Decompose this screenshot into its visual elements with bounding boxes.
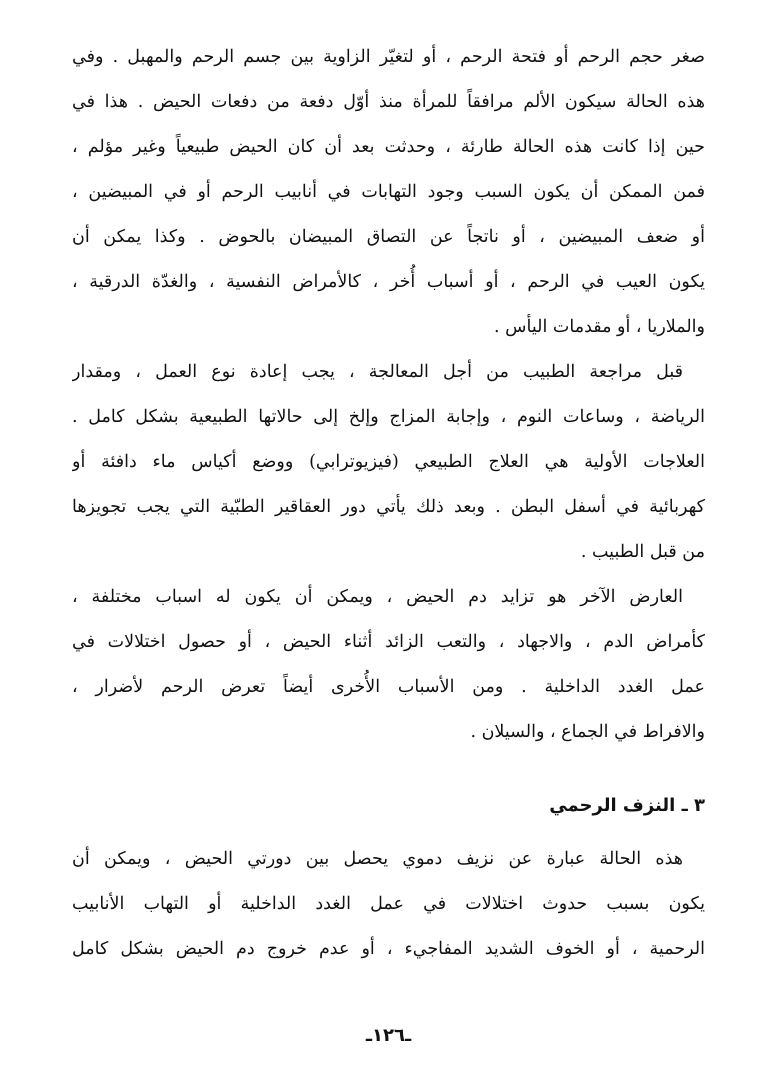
page-number: ـ١٢٦ـ [365,1025,412,1046]
text-line: يكون بسبب حدوث اختلالات في عمل الغدد الداخلية أو التهاب الأنابيب [72,894,705,914]
text-line: أو ضعف المبيضين ، أو ناتجاً عن التصاق المبيضان بالحوض . وكذا يمكن أن [72,227,705,247]
text-line: يكون العيب في الرحم ، أو أسباب أُخر ، كالأمراض النفسية ، والغدّة الدرقية ، [72,272,705,292]
text-line: عمل الغدد الداخلية . ومن الأسباب الأُخرى أيضاً تعرض الرحم لأضرار ، [72,677,705,697]
text-line: هذه الحالة سيكون الألم مرافقاً للمرأة منذ أوّل دفعة من دفعات الحيض . هذا في [72,92,705,112]
text-line: العلاجات الأولية هي العلاج الطبيعي (فيزيوترابي) ووضع أكياس ماء دافئة أو [72,452,705,472]
body-text-lower [72,837,705,972]
text-line: الرحمية ، أو الخوف الشديد المفاجيء ، أو عدم خروج دم الحيض بشكل كامل [72,939,705,959]
paragraph-heavy-bleeding [72,575,705,755]
text-line: العارض الآخر هو تزايد دم الحيض ، ويمكن أن يكون له اسباب مختلفة ، [72,587,683,607]
paragraph-continuation [72,35,705,350]
text-line: من قبل الطبيب . [580,542,705,562]
text-line: فمن الممكن أن يكون السبب وجود التهابات في أنابيب الرحم أو في المبيضين ، [72,182,705,202]
text-line: الرياضة ، وساعات النوم ، وإجابة المزاج وإلخ إلى حالاتها الطبيعية بشكل كامل . [72,407,705,427]
paragraph-uterine-bleeding [72,837,705,972]
text-line: والملاريا ، أو مقدمات اليأس . [494,317,705,337]
text-line: والافراط في الجماع ، والسيلان . [470,722,705,742]
text-line: قبل مراجعة الطبيب من أجل المعالجة ، يجب إعادة نوع العمل ، ومقدار [72,362,683,382]
body-text-upper [72,35,705,755]
text-line: حين إذا كانت هذه الحالة طارئة ، وحدثت بعد أن كان الحيض طبيعياً وغير مؤلم ، [72,137,705,157]
paragraph-treatment [72,350,705,575]
text-line: صغر حجم الرحم أو فتحة الرحم ، أو لتغيّر الزاوية بين جسم الرحم والمهبل . وفي [72,47,705,67]
text-line: هذه الحالة عبارة عن نزيف دموي يحصل بين دورتي الحيض ، ويمكن أن [72,849,683,869]
text-line: كهربائية في أسفل البطن . وبعد ذلك يأتي دور العقاقير الطبّية التي يجب تجويزها [72,497,705,517]
text-line: كأمراض الدم ، والاجهاد ، والتعب الزائد أثناء الحيض ، أو حصول اختلالات في [72,632,705,652]
section-heading: ٣ ـ النزف الرحمي [549,795,705,816]
